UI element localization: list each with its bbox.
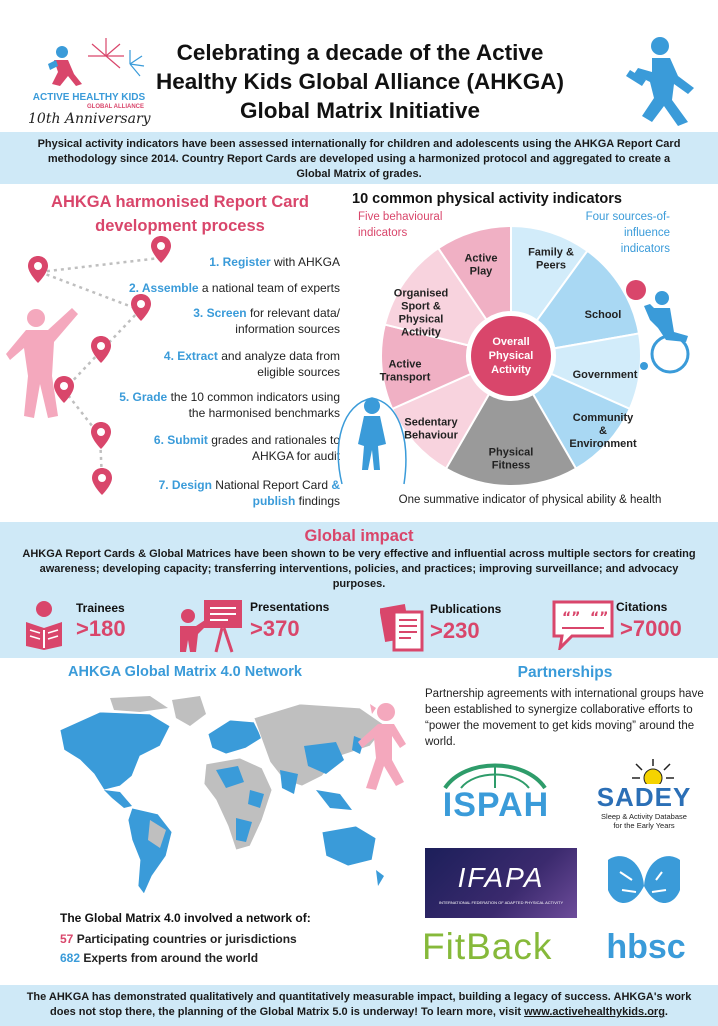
indicator-label-active-transport: Active Transport bbox=[379, 358, 431, 384]
sadey-logo[interactable] bbox=[588, 758, 700, 830]
intro-banner bbox=[0, 132, 718, 184]
sun-icon bbox=[628, 758, 678, 784]
process-step-3: 3. Screen for relevant data/ information sources bbox=[193, 306, 340, 336]
hbsc-emblem-icon bbox=[602, 850, 686, 922]
svg-text:“”: “” bbox=[590, 610, 609, 626]
hbsc-logo-text: hbsc bbox=[606, 928, 686, 966]
center-label-3: Activity bbox=[491, 364, 531, 376]
fitback-logo-text: FitBack bbox=[422, 926, 553, 967]
indicators-title: 10 common physical activity indicators bbox=[352, 191, 622, 207]
svg-text:“”: “” bbox=[562, 610, 581, 626]
fitback-logo[interactable] bbox=[422, 926, 578, 970]
center-label-2: Physical bbox=[488, 350, 534, 362]
title-line1: Celebrating a decade of the Active bbox=[176, 40, 544, 65]
indicator-label-government: Government bbox=[572, 369, 638, 381]
indicator-label-physical-fitness: Physical Fitness bbox=[488, 446, 534, 472]
map-pin-icon bbox=[91, 336, 111, 363]
process-step-1: 1. Register with AHKGA bbox=[209, 255, 340, 269]
stat-presentations-label: Presentations bbox=[250, 600, 330, 614]
logo bbox=[24, 34, 154, 129]
stat-citations-label: Citations bbox=[616, 600, 668, 614]
network-title: AHKGA Global Matrix 4.0 Network bbox=[68, 664, 302, 680]
partnerships-title: Partnerships bbox=[517, 664, 613, 681]
ifapa-logo[interactable] bbox=[425, 848, 577, 918]
process-step-6: 6. Submit grades and rationales to AHKGA for audit bbox=[153, 433, 340, 463]
indicator-label-school: School bbox=[584, 309, 622, 321]
ifapa-sub: INTERNATIONAL FEDERATION OF ADAPTED PHYSICAL ACTIVITY bbox=[438, 900, 564, 905]
ifapa-logo-text: IFAPA bbox=[457, 862, 545, 893]
footer-link[interactable]: www.activehealthykids.org bbox=[524, 1006, 665, 1018]
logo-line1: ACTIVE HEALTHY KIDS bbox=[32, 92, 146, 103]
title-line3: Global Matrix Initiative bbox=[239, 98, 481, 123]
indicator-label-community-environment: Community & Environment bbox=[569, 412, 637, 450]
indicator-label-family-peers: Family & Peers bbox=[528, 246, 574, 272]
sadey-logo-text: SADEY bbox=[596, 782, 692, 812]
ispah-logo-text: ISPAH bbox=[442, 786, 550, 824]
jump-rope-girl-icon bbox=[332, 384, 412, 494]
process-step-5: 5. Grade the 10 common indicators using the harmonised benchmarks bbox=[119, 390, 340, 420]
indicator-label-sedentary-behaviour: Sedentary Behaviour bbox=[404, 416, 458, 442]
hbsc-logo[interactable] bbox=[596, 928, 696, 972]
network-heading: The Global Matrix 4.0 involved a network of: bbox=[60, 911, 311, 925]
summative-caption: One summative indicator of physical ability & health bbox=[398, 494, 662, 506]
process-title-line2: development process bbox=[95, 217, 265, 235]
process-step-2: 2. Assemble a national team of experts bbox=[128, 281, 340, 295]
partnerships-text: Partnership agreements with international groups have been established to synergize collaborative efforts to “power the movement to get kids moving” around the world. bbox=[425, 688, 704, 748]
process-title-line1: AHKGA harmonised Report Card bbox=[51, 193, 309, 211]
footer-text: The AHKGA has demonstrated qualitatively and quantitatively measurable impact, building a legacy of success. AHKGA's work does not stop there, the planning of the Global Matrix 5.0 is underway! To learn more, visit bbox=[26, 991, 692, 1018]
ispah-logo[interactable] bbox=[425, 762, 565, 826]
impact-title: Global impact bbox=[304, 527, 414, 545]
network-countries: 57 Participating countries or jurisdictions bbox=[60, 932, 297, 946]
stat-trainees-label: Trainees bbox=[76, 601, 125, 615]
stat-publications-label: Publications bbox=[430, 602, 502, 616]
jumping-child-icon bbox=[608, 30, 708, 130]
logo-line2: GLOBAL ALLIANCE bbox=[87, 104, 144, 110]
impact-text: AHKGA Report Cards & Global Matrices have been shown to be very effective and influential across multiple sectors for creating awareness; developing capacity; transferring interventions, policies, and practices; improving surveillance; and advocacy purposes. bbox=[22, 548, 696, 590]
process-step-4: 4. Extract and analyze data from eligible sources bbox=[163, 349, 340, 379]
presenter-icon bbox=[178, 598, 244, 654]
behavioural-label: Five behavioural indicators bbox=[358, 211, 443, 239]
map-pin-icon bbox=[28, 256, 48, 283]
page-title bbox=[150, 38, 570, 125]
world-map bbox=[40, 690, 390, 905]
stat-presentations-value: >370 bbox=[250, 616, 300, 641]
stat-citations-value: >7000 bbox=[620, 616, 682, 641]
running-girl-icon bbox=[350, 700, 420, 810]
footer-end: . bbox=[664, 1006, 668, 1018]
logo-line3: 10th Anniversary bbox=[28, 111, 151, 127]
sadey-sub1: Sleep & Activity Database bbox=[601, 812, 687, 821]
intro-text: Physical activity indicators have been assessed internationally for children and adolescents using the AHKGA Report Card methodology since 2014. Country Report Cards are developed using a harmonized protocol and aggregated to create a Global Matrix of grades. bbox=[37, 138, 681, 180]
wheelchair-athlete-icon bbox=[614, 270, 704, 380]
title-line2: Healthy Kids Global Alliance (AHKGA) bbox=[156, 69, 564, 94]
documents-icon bbox=[380, 600, 424, 652]
network-experts: 682 Experts from around the world bbox=[60, 951, 259, 965]
indicator-label-organised-sport-physical-activity: Organised Sport & Physical Activity bbox=[393, 287, 449, 339]
firework-runner-icon bbox=[24, 34, 154, 94]
indicator-label-active-play: Active Play bbox=[464, 252, 498, 278]
sadey-sub2: for the Early Years bbox=[613, 821, 675, 830]
process-step-7: 7. Design National Report Card & publish findings bbox=[158, 478, 340, 508]
footer-banner bbox=[0, 985, 718, 1026]
quote-bubble-icon bbox=[550, 598, 616, 650]
center-label-1: Overall bbox=[492, 336, 530, 348]
sources-label: Four sources-of- influence indicators bbox=[585, 211, 670, 255]
reader-icon bbox=[20, 600, 68, 650]
stat-publications-value: >230 bbox=[430, 618, 480, 643]
stat-trainees-value: >180 bbox=[76, 616, 126, 641]
